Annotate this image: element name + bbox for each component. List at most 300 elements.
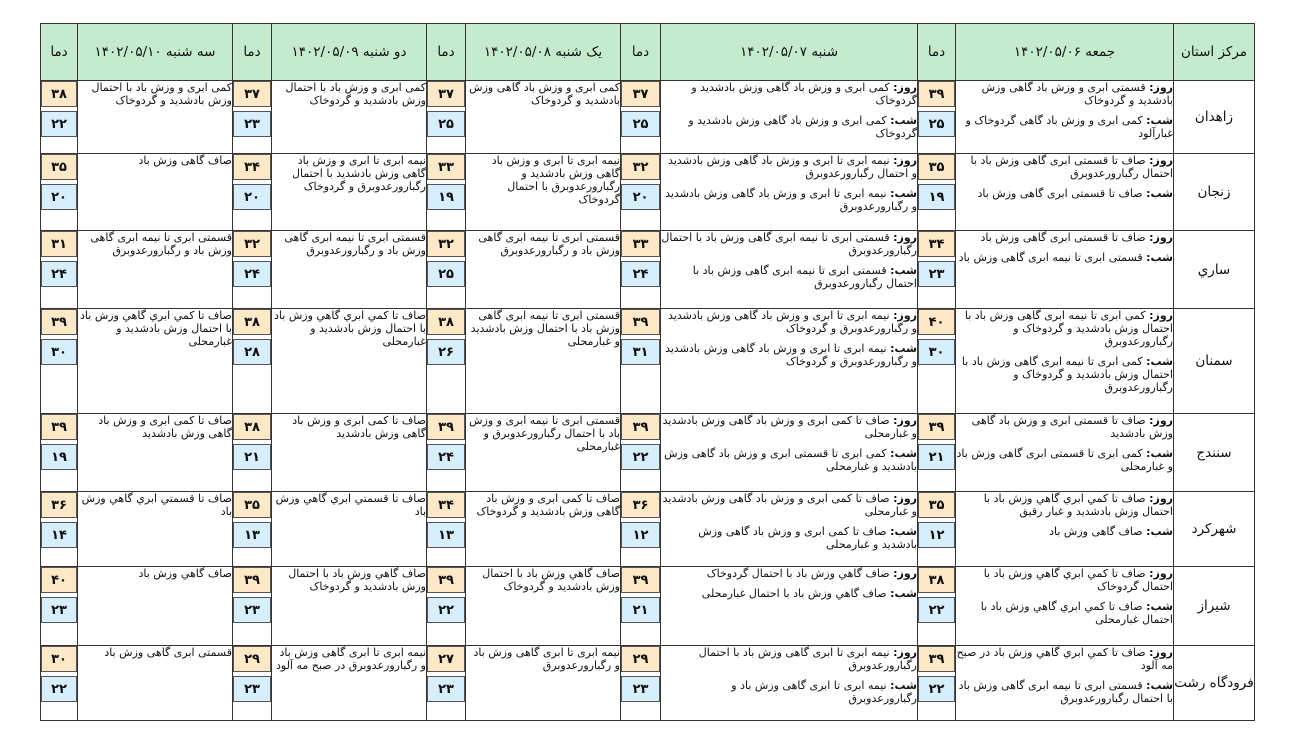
forecast-description (661, 567, 918, 646)
temperature-cell (621, 567, 661, 646)
temperature-cell (41, 231, 78, 309)
night-forecast (661, 525, 917, 551)
forecast-text: کمی ابری و وزش باد گاهی وزش بادشدید و گردوخاک (469, 81, 620, 107)
forecast-description (78, 309, 233, 414)
min-temp: ۲۵ (427, 111, 465, 137)
day-text: کمی ابری تا نیمه ابری گاهی وزش باد با احتمال وزش بادشدید و گردوخاک و رگبارورعدوبرق (964, 309, 1173, 348)
province-name: زاهدان (1174, 81, 1255, 154)
max-temp: ۳۸ (427, 309, 465, 335)
table-row (41, 646, 1255, 721)
min-temp: ۲۴ (427, 444, 465, 470)
night-forecast (661, 342, 917, 368)
temperature-cell (918, 154, 956, 231)
forecast-description (272, 81, 427, 154)
temperature-cell (427, 309, 466, 414)
forecast-text: کمی ابری و وزش باد با احتمال وزش بادشدید و گردوخاک (91, 81, 232, 107)
temperature-cell (233, 492, 272, 567)
forecast-description (272, 154, 427, 231)
night-text: نیمه ابری تا ابری و وزش باد گاهی وزش بادشدید و رگبارورعدوبرق (665, 187, 917, 213)
night-text: قسمتی ابری تا نیمه ابری گاهی وزش باد با احتمال رگبارورعدوبرق (958, 679, 1173, 705)
min-temp: ۲۴ (233, 261, 271, 287)
forecast-description (661, 81, 918, 154)
temp-header-4: دما (233, 24, 272, 81)
night-text: کمی ابری تا قسمتی ابری و وزش باد گاهی وزش بادشدید و غبارمحلی (664, 447, 917, 473)
night-text: صاف تا کمي ابري گاهي وزش باد با احتمال غبارمحلی (980, 600, 1173, 626)
forecast-text: صاف گاهي وزش باد با احتمال وزش بادشدید و گردوخاک (482, 567, 620, 593)
max-temp: ۳۷ (427, 81, 465, 107)
forecast-text: قسمتی ابری تا نیمه ابری و وزش باد با احتمال رگبارورعدوبرق و غبارمحلی (469, 414, 620, 453)
day-text: صاف تا کمی ابری و وزش باد گاهی وزش بادشدید و غبارمحلی (662, 414, 917, 440)
day-text: صاف تا کمي ابري گاهي وزش باد در صبح مه آلود (956, 646, 1173, 672)
forecast-description (78, 231, 233, 309)
temperature-cell (621, 414, 661, 492)
min-temp: ۲۰ (233, 184, 271, 210)
day-label: روز: (893, 231, 917, 244)
day-label: روز: (1149, 309, 1173, 322)
day-label: روز: (1149, 567, 1173, 580)
max-temp: ۳۹ (918, 646, 955, 672)
forecast-description (956, 492, 1174, 567)
day-text: صاف گاهي وزش باد با احتمال گردوخاک (706, 567, 890, 580)
forecast-text: صاف تا کمی ابری و وزش باد گاهی وزش بادشدید (98, 414, 232, 440)
province-name: شیراز (1174, 567, 1255, 646)
max-temp: ۲۹ (621, 646, 660, 672)
table-row (41, 414, 1255, 492)
day-text: نیمه ابری تا ابری گاهی وزش باد با احتمال رگبارورعدوبرق (698, 646, 917, 672)
max-temp: ۳۸ (233, 309, 271, 335)
max-temp: ۳۴ (233, 154, 271, 180)
night-forecast (661, 679, 917, 705)
temperature-cell (621, 492, 661, 567)
temperature-cell (427, 231, 466, 309)
day-forecast (956, 414, 1173, 440)
min-temp: ۲۲ (918, 597, 955, 623)
min-temp: ۱۹ (41, 444, 77, 470)
night-forecast (956, 447, 1173, 473)
temperature-cell (427, 414, 466, 492)
night-forecast (956, 251, 1173, 264)
temperature-cell (621, 646, 661, 721)
temp-header-5: دما (41, 24, 78, 81)
forecast-description (466, 309, 621, 414)
temperature-cell (233, 567, 272, 646)
province-name: سنندج (1174, 414, 1255, 492)
temperature-cell (41, 646, 78, 721)
forecast-description (78, 154, 233, 231)
forecast-text: صاف گاهي وزش باد (138, 567, 232, 580)
night-text: صاف تا کمی ابری و وزش باد گاهی وزش بادشدید و غبارمحلی (698, 525, 917, 551)
temp-header-3: دما (427, 24, 466, 81)
max-temp: ۳۹ (41, 309, 77, 335)
night-label: شب: (890, 264, 917, 277)
forecast-description (661, 154, 918, 231)
forecast-description (272, 414, 427, 492)
night-forecast (661, 587, 917, 600)
min-temp: ۱۳ (233, 522, 271, 548)
day-forecast (661, 414, 917, 440)
forecast-text: قسمتی ابری تا نیمه ابری گاهی وزش باد و رگبارورعدوبرق (478, 231, 620, 257)
forecast-description (78, 81, 233, 154)
temperature-cell (233, 414, 272, 492)
max-temp: ۳۸ (918, 567, 955, 593)
table-row (41, 231, 1255, 309)
forecast-description (466, 154, 621, 231)
day-header-1: جمعه ۱۴۰۲/۰۵/۰۶ (956, 24, 1174, 81)
max-temp: ۳۶ (621, 492, 660, 518)
min-temp: ۳۰ (41, 339, 77, 365)
day-forecast (661, 81, 917, 107)
night-label: شب: (1146, 525, 1173, 538)
day-text: صاف تا کمی ابری و وزش باد گاهی وزش بادشدید و غبارمحلی (662, 492, 917, 518)
forecast-description (272, 492, 427, 567)
temperature-cell (918, 414, 956, 492)
day-text: صاف تا کمي ابري گاهي وزش باد با احتمال گردوخاک (983, 567, 1173, 593)
day-text: صاف تا قسمتی ابری گاهی وزش باد (980, 231, 1146, 244)
forecast-text: قسمتی ابری تا نیمه ابری گاهی وزش باد و رگبارورعدوبرق (90, 231, 232, 257)
forecast-description (466, 414, 621, 492)
max-temp: ۳۷ (233, 81, 271, 107)
day-forecast (661, 231, 917, 257)
night-label: شب: (1146, 447, 1173, 460)
temperature-cell (427, 567, 466, 646)
night-forecast (956, 114, 1173, 140)
forecast-description (956, 231, 1174, 309)
forecast-description (956, 309, 1174, 414)
header-row (41, 24, 1255, 81)
night-label: شب: (1146, 600, 1173, 613)
max-temp: ۲۷ (427, 646, 465, 672)
province-name: زنجان (1174, 154, 1255, 231)
night-label: شب: (890, 679, 917, 692)
max-temp: ۳۲ (427, 231, 465, 257)
temperature-cell (41, 309, 78, 414)
max-temp: ۳۳ (621, 231, 660, 257)
max-temp: ۳۴ (918, 231, 955, 257)
min-temp: ۲۸ (233, 339, 271, 365)
province-name: فرودگاه رشت (1174, 646, 1255, 721)
min-temp: ۲۳ (233, 111, 271, 137)
max-temp: ۳۵ (233, 492, 271, 518)
max-temp: ۳۹ (621, 309, 660, 335)
day-header-4: دو شنبه ۱۴۰۲/۰۵/۰۹ (272, 24, 427, 81)
night-label: شب: (890, 587, 917, 600)
night-text: نیمه ابری تا ابری و وزش باد گاهی وزش بادشدید و رگبارورعدوبرق و گردوخاک (665, 342, 917, 368)
temperature-cell (918, 81, 956, 154)
table-row (41, 309, 1255, 414)
day-label: روز: (893, 567, 917, 580)
forecast-description (956, 81, 1174, 154)
min-temp: ۳۱ (621, 339, 660, 365)
night-label: شب: (1146, 187, 1173, 200)
temp-header-2: دما (621, 24, 661, 81)
day-text: نیمه ابری تا ابری و وزش باد گاهی وزش بادشدید و احتمال رگبارورعدوبرق (668, 154, 917, 180)
night-text: قسمتی ابری تا نیمه ابری گاهی وزش باد با احتمال رگبارورعدوبرق (692, 264, 917, 290)
night-forecast (956, 679, 1173, 705)
day-forecast (661, 309, 917, 335)
min-temp: ۲۰ (41, 184, 77, 210)
temp-header-1: دما (918, 24, 956, 81)
min-temp: ۲۰ (621, 184, 660, 210)
night-label: شب: (890, 342, 917, 355)
forecast-description (661, 646, 918, 721)
min-temp: ۲۵ (918, 111, 955, 137)
max-temp: ۳۱ (41, 231, 77, 257)
province-name: شهرکرد (1174, 492, 1255, 567)
min-temp: ۲۴ (621, 261, 660, 287)
day-label: روز: (1149, 492, 1173, 505)
day-forecast (956, 309, 1173, 348)
province-header: مرکز استان (1174, 24, 1255, 81)
province-name: سمنان (1174, 309, 1255, 414)
max-temp: ۳۶ (41, 492, 77, 518)
min-temp: ۲۲ (41, 676, 77, 702)
day-label: روز: (1149, 81, 1173, 94)
night-text: صاف گاهي وزش باد با احتمال غبارمحلی (701, 587, 887, 600)
forecast-text: قسمتی ابری گاهی وزش باد (104, 646, 232, 659)
min-temp: ۲۴ (41, 261, 77, 287)
temperature-cell (621, 81, 661, 154)
forecast-description (956, 414, 1174, 492)
temperature-cell (918, 646, 956, 721)
forecast-description (78, 492, 233, 567)
min-temp: ۲۶ (427, 339, 465, 365)
forecast-text: صاف تا کمي ابري گاهي وزش باد با احتمال وزش بادشدید و غبارمحلی (274, 309, 426, 348)
max-temp: ۳۹ (918, 81, 955, 107)
min-temp: ۱۲ (621, 522, 660, 548)
day-label: روز: (893, 492, 917, 505)
forecast-description (466, 646, 621, 721)
min-temp: ۱۴ (41, 522, 77, 548)
temperature-cell (621, 231, 661, 309)
min-temp: ۲۲ (427, 597, 465, 623)
night-text: کمی ابری تا قسمتی ابری گاهی وزش باد و غبارمحلی (956, 447, 1173, 473)
temperature-cell (427, 81, 466, 154)
min-temp: ۲۳ (621, 676, 660, 702)
province-name: ساري (1174, 231, 1255, 309)
max-temp: ۳۴ (427, 492, 465, 518)
day-forecast (956, 81, 1173, 107)
forecast-text: نیمه ابری تا ابری گاهی وزش باد و رگبارورعدوبرق در صبح مه آلود (275, 646, 426, 672)
night-text: نیمه ابری تا ابری گاهی وزش باد و رگبارورعدوبرق (731, 679, 917, 705)
day-label: روز: (893, 309, 917, 322)
forecast-text: صاف تا قسمتي ابري گاهي وزش باد (275, 492, 426, 518)
temperature-cell (621, 309, 661, 414)
max-temp: ۳۹ (233, 567, 271, 593)
night-forecast (956, 525, 1173, 538)
night-label: شب: (1146, 251, 1173, 264)
max-temp: ۴۰ (918, 309, 955, 335)
forecast-description (466, 567, 621, 646)
max-temp: ۳۹ (41, 414, 77, 440)
max-temp: ۲۹ (233, 646, 271, 672)
day-forecast (956, 231, 1173, 244)
forecast-description (272, 567, 427, 646)
day-forecast (956, 646, 1173, 672)
night-text: کمی ابری تا نیمه ابری گاهی وزش باد با احتمال وزش بادشدید و گردوخاک و رگبارورعدوبرق (961, 355, 1173, 394)
temperature-cell (233, 309, 272, 414)
forecast-description (78, 414, 233, 492)
temperature-cell (918, 567, 956, 646)
temperature-cell (918, 492, 956, 567)
temperature-cell (41, 81, 78, 154)
day-label: روز: (1149, 414, 1173, 427)
day-forecast (956, 492, 1173, 518)
min-temp: ۲۳ (918, 261, 955, 287)
night-text: قسمتی ابری تا نیمه ابری گاهی وزش باد (958, 251, 1143, 264)
night-text: کمی ابری و وزش باد گاهی گردوخاک و غبارآلود (965, 114, 1173, 140)
day-forecast (956, 567, 1173, 593)
forecast-description (956, 646, 1174, 721)
min-temp: ۲۲ (918, 676, 955, 702)
forecast-description (78, 646, 233, 721)
temperature-cell (918, 231, 956, 309)
day-header-5: سه شنبه ۱۴۰۲/۰۵/۱۰ (78, 24, 233, 81)
max-temp: ۳۹ (427, 414, 465, 440)
day-label: روز: (893, 154, 917, 167)
forecast-text: نیمه ابری تا ابری گاهی وزش باد و رگبارورعدوبرق (473, 646, 620, 672)
min-temp: ۱۳ (427, 522, 465, 548)
temperature-cell (41, 414, 78, 492)
temperature-cell (427, 492, 466, 567)
night-label: شب: (1146, 679, 1173, 692)
table-row (41, 154, 1255, 231)
night-forecast (661, 187, 917, 213)
max-temp: ۳۲ (621, 154, 660, 180)
night-label: شب: (890, 187, 917, 200)
min-temp: ۲۱ (621, 597, 660, 623)
temperature-cell (233, 154, 272, 231)
max-temp: ۳۹ (918, 414, 955, 440)
forecast-text: قسمتی ابری تا نیمه ابری گاهی وزش باد با احتمال وزش بادشدید و غبارمحلی (470, 309, 620, 348)
max-temp: ۳۵ (41, 154, 77, 180)
night-forecast (661, 114, 917, 140)
day-forecast (661, 646, 917, 672)
night-forecast (956, 355, 1173, 394)
forecast-description (956, 567, 1174, 646)
forecast-description (956, 154, 1174, 231)
night-forecast (661, 264, 917, 290)
forecast-description (466, 231, 621, 309)
min-temp: ۱۹ (918, 184, 955, 210)
max-temp: ۳۰ (41, 646, 77, 672)
max-temp: ۳۳ (427, 154, 465, 180)
temperature-cell (233, 646, 272, 721)
forecast-text: صاف تا کمي ابري گاهي وزش باد با احتمال وزش بادشدید و غبارمحلی (80, 309, 232, 348)
forecast-description (78, 567, 233, 646)
min-temp: ۲۲ (41, 111, 77, 137)
night-forecast (956, 187, 1173, 200)
forecast-description (272, 231, 427, 309)
forecast-description (272, 309, 427, 414)
day-label: روز: (893, 414, 917, 427)
night-label: شب: (890, 114, 917, 127)
forecast-text: صاف گاهي وزش باد با احتمال وزش بادشدید و گردوخاک (288, 567, 426, 593)
forecast-description (661, 492, 918, 567)
table-row (41, 492, 1255, 567)
day-label: روز: (1149, 646, 1173, 659)
min-temp: ۱۲ (918, 522, 955, 548)
forecast-text: قسمتی ابری تا نیمه ابری گاهی وزش باد و رگبارورعدوبرق (284, 231, 426, 257)
temperature-cell (41, 492, 78, 567)
min-temp: ۲۱ (233, 444, 271, 470)
forecast-description (272, 646, 427, 721)
night-forecast (661, 447, 917, 473)
forecast-description (661, 414, 918, 492)
min-temp: ۲۳ (427, 676, 465, 702)
forecast-description (466, 81, 621, 154)
temperature-cell (621, 154, 661, 231)
temperature-cell (41, 154, 78, 231)
forecast-description (661, 309, 918, 414)
day-header-2: شنبه ۱۴۰۲/۰۵/۰۷ (661, 24, 918, 81)
day-forecast (661, 567, 917, 580)
table-row (41, 81, 1255, 154)
night-forecast (956, 600, 1173, 626)
min-temp: ۲۱ (918, 444, 955, 470)
temperature-cell (918, 309, 956, 414)
forecast-text: کمی ابری و وزش باد با احتمال وزش بادشدید و گردوخاک (285, 81, 426, 107)
min-temp: ۳۰ (918, 339, 955, 365)
day-label: روز: (1149, 231, 1173, 244)
temperature-cell (233, 231, 272, 309)
max-temp: ۳۸ (233, 414, 271, 440)
day-label: روز: (1149, 154, 1173, 167)
forecast-text: صاف تا کمی ابری و وزش باد گاهی وزش بادشدید (292, 414, 426, 440)
min-temp: ۲۳ (233, 597, 271, 623)
day-forecast (661, 492, 917, 518)
temperature-cell (233, 81, 272, 154)
forecast-text: نیمه ابری تا ابری و وزش باد گاهی وزش بادشدید با احتمال رگبارورعدوبرق و گردوخاک (291, 154, 426, 193)
max-temp: ۳۹ (621, 567, 660, 593)
max-temp: ۳۹ (621, 414, 660, 440)
day-forecast (956, 154, 1173, 180)
min-temp: ۲۵ (427, 261, 465, 287)
max-temp: ۳۲ (233, 231, 271, 257)
day-text: قسمتی ابری تا نیمه ابری گاهی وزش باد با احتمال رگبارورعدوبرق (661, 231, 917, 257)
day-forecast (661, 154, 917, 180)
day-text: صاف تا کمي ابري گاهي وزش باد با احتمال وزش بادشدید و غبار رقیق (983, 492, 1173, 518)
night-text: صاف تا قسمتی ابری گاهی وزش باد (977, 187, 1143, 200)
day-header-3: یک شنبه ۱۴۰۲/۰۵/۰۸ (466, 24, 621, 81)
day-text: نیمه ابری تا ابری و وزش باد گاهی وزش بادشدید و رگبارورعدوبرق و گردوخاک (668, 309, 917, 335)
night-text: صاف گاهی وزش باد (1049, 525, 1143, 538)
forecast-table (40, 23, 1255, 721)
night-label: شب: (1146, 114, 1173, 127)
max-temp: ۳۵ (918, 492, 955, 518)
max-temp: ۳۵ (918, 154, 955, 180)
max-temp: ۳۸ (41, 81, 77, 107)
night-text: کمی ابری و وزش باد گاهی وزش بادشدید و گردوخاک (688, 114, 917, 140)
day-text: کمی ابری و وزش باد گاهی وزش بادشدید و گردوخاک (691, 81, 917, 107)
min-temp: ۲۲ (621, 444, 660, 470)
max-temp: ۳۹ (427, 567, 465, 593)
day-label: روز: (893, 646, 917, 659)
min-temp: ۲۳ (233, 676, 271, 702)
night-label: شب: (1146, 355, 1173, 368)
min-temp: ۱۹ (427, 184, 465, 210)
forecast-description (466, 492, 621, 567)
forecast-text: صاف تا کمی ابری و وزش باد گاهی وزش بادشدید و گردوخاک (476, 492, 620, 518)
day-label: روز: (893, 81, 917, 94)
day-text: صاف تا قسمتی ابری گاهی وزش باد با احتمال رگبارورعدوبرق (970, 154, 1173, 180)
night-label: شب: (890, 447, 917, 460)
forecast-text: صاف تا قسمتي ابري گاهي وزش باد (81, 492, 232, 518)
forecast-body (41, 81, 1255, 721)
forecast-description (661, 231, 918, 309)
forecast-text: نیمه ابری تا ابری و وزش باد گاهی وزش بادشدید و رگبارورعدوبرق با احتمال گردوخاک (491, 154, 620, 206)
temperature-cell (427, 154, 466, 231)
forecast-text: صاف گاهی وزش باد (138, 154, 232, 167)
